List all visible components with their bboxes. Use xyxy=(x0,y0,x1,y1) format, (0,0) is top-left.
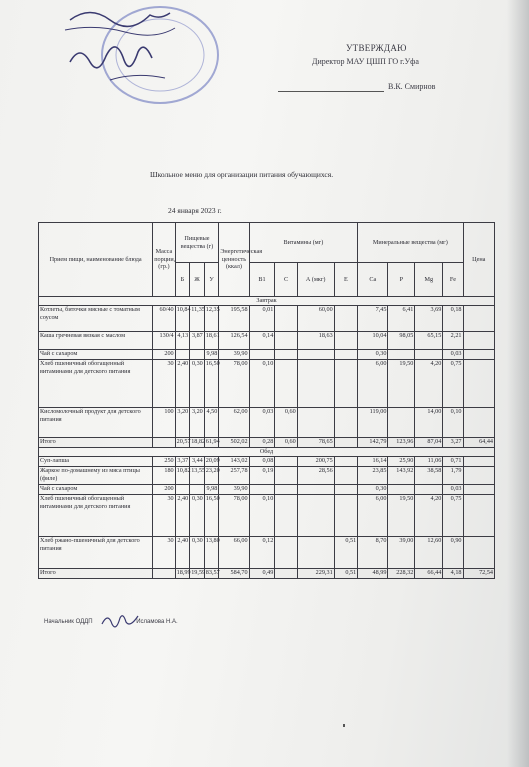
cell-fe: 0,03 xyxy=(443,350,463,360)
cell-mg xyxy=(415,485,443,495)
cell-ee: 0,51 xyxy=(334,569,358,579)
header-mg: Мg xyxy=(415,263,443,297)
cell-a xyxy=(297,537,334,569)
cell-price xyxy=(463,360,495,408)
cell-b1: 0,01 xyxy=(249,306,275,332)
menu-table xyxy=(38,222,495,579)
cell-j: 11,35 xyxy=(190,306,205,332)
header-minerals: Минеральные вещества (мг) xyxy=(358,223,463,263)
handwritten-signature xyxy=(100,610,140,630)
cell-u: 4,50 xyxy=(204,408,219,438)
cell-ee: 0,51 xyxy=(334,537,358,569)
header-p: Р xyxy=(388,263,415,297)
cell-b1: 0,28 xyxy=(249,438,275,448)
cell-u: 16,50 xyxy=(204,495,219,537)
cell-ca: 48,99 xyxy=(358,569,388,579)
total-row xyxy=(39,438,495,448)
table-row xyxy=(39,537,495,569)
cell-a: 28,56 xyxy=(297,467,334,485)
header-fe: Fe xyxy=(443,263,463,297)
cell-ee xyxy=(334,485,358,495)
cell-u: 23,20 xyxy=(204,467,219,485)
table-row xyxy=(39,350,495,360)
cell-a xyxy=(297,360,334,408)
table-row xyxy=(39,360,495,408)
cell-b: 2,40 xyxy=(175,537,190,569)
cell-ee xyxy=(334,457,358,467)
cell-fe: 1,79 xyxy=(443,467,463,485)
cell-price xyxy=(463,537,495,569)
cell-mg: 65,15 xyxy=(415,332,443,350)
cell-mass: 130/4 xyxy=(153,332,175,350)
cell-mg: 87,04 xyxy=(415,438,443,448)
cell-j: 3,44 xyxy=(190,457,205,467)
cell-fe: 2,21 xyxy=(443,332,463,350)
cell-c: 0,60 xyxy=(275,408,297,438)
cell-fe: 4,18 xyxy=(443,569,463,579)
header-energy: Энергетическая ценность (ккал) xyxy=(219,223,249,297)
cell-price xyxy=(463,495,495,537)
stamp-seal xyxy=(40,0,220,105)
table-row xyxy=(39,485,495,495)
cell-e: 62,00 xyxy=(219,408,249,438)
cell-ca: 16,14 xyxy=(358,457,388,467)
cell-j: 18,82 xyxy=(190,438,205,448)
cell-p xyxy=(388,408,415,438)
cell-b1: 0,14 xyxy=(249,332,275,350)
cell-mg: 38,58 xyxy=(415,467,443,485)
signature-position: Начальник ОДДП xyxy=(44,619,93,625)
table-row xyxy=(39,467,495,485)
cell-mg: 66,44 xyxy=(415,569,443,579)
cell-mass: 30 xyxy=(153,360,175,408)
cell-c: 0,60 xyxy=(275,438,297,448)
cell-b1: 0,12 xyxy=(249,537,275,569)
cell-b: 4,13 xyxy=(175,332,190,350)
section-row xyxy=(39,297,495,306)
cell-b1: 0,10 xyxy=(249,360,275,408)
cell-u: 13,80 xyxy=(204,537,219,569)
cell-a xyxy=(297,495,334,537)
cell-ca: 142,79 xyxy=(358,438,388,448)
cell-e: 39,90 xyxy=(219,485,249,495)
cell-mass: 100 xyxy=(153,408,175,438)
page-shadow xyxy=(507,0,529,767)
cell-j xyxy=(190,485,205,495)
total-row xyxy=(39,569,495,579)
cell-name: Хлеб пшеничный обогащенный витаминами для детского питания xyxy=(39,495,153,537)
cell-c xyxy=(275,485,297,495)
cell-ca: 7,45 xyxy=(358,306,388,332)
cell-a: 229,31 xyxy=(297,569,334,579)
approval-signature-line xyxy=(278,91,384,92)
cell-mass: 250 xyxy=(153,457,175,467)
cell-e: 584,70 xyxy=(219,569,249,579)
cell-b: 10,82 xyxy=(175,467,190,485)
cell-a xyxy=(297,408,334,438)
cell-b1: 0,03 xyxy=(249,408,275,438)
cell-b: 3,37 xyxy=(175,457,190,467)
cell-name: Чай с сахаром xyxy=(39,350,153,360)
cell-a xyxy=(297,485,334,495)
header-j: Ж xyxy=(190,263,205,297)
cell-price xyxy=(463,306,495,332)
cell-fe: 3,27 xyxy=(443,438,463,448)
header-e: Е xyxy=(334,263,358,297)
header-meal: Прием пищи, наименование блюда xyxy=(39,223,153,297)
cell-name: Хлеб пшеничный обогащенный витаминами для детского питания xyxy=(39,360,153,408)
cell-fe: 0,75 xyxy=(443,495,463,537)
cell-price xyxy=(463,485,495,495)
cell-u: 9,98 xyxy=(204,350,219,360)
cell-ca: 8,70 xyxy=(358,537,388,569)
section-label: Обед xyxy=(39,448,495,457)
cell-mg: 12,60 xyxy=(415,537,443,569)
section-row xyxy=(39,448,495,457)
cell-e: 78,00 xyxy=(219,360,249,408)
cell-name: Итого xyxy=(39,569,153,579)
cell-ee xyxy=(334,360,358,408)
cell-mass: 200 xyxy=(153,350,175,360)
cell-p: 19,50 xyxy=(388,360,415,408)
cell-name: Кисломолочный продукт для детского питания xyxy=(39,408,153,438)
table-row xyxy=(39,306,495,332)
cell-e: 143,02 xyxy=(219,457,249,467)
signature-name: Исламова Н.А. xyxy=(136,619,178,625)
cell-p: 39,00 xyxy=(388,537,415,569)
cell-name: Чай с сахаром xyxy=(39,485,153,495)
cell-p: 123,96 xyxy=(388,438,415,448)
cell-j: 3,87 xyxy=(190,332,205,350)
cell-fe: 0,75 xyxy=(443,360,463,408)
cell-price xyxy=(463,467,495,485)
cell-ee xyxy=(334,306,358,332)
cell-e: 66,00 xyxy=(219,537,249,569)
cell-mg: 3,69 xyxy=(415,306,443,332)
cell-mg: 11,06 xyxy=(415,457,443,467)
table-row xyxy=(39,457,495,467)
cell-fe: 0,18 xyxy=(443,306,463,332)
cell-p: 228,32 xyxy=(388,569,415,579)
cell-e: 502,02 xyxy=(219,438,249,448)
header-a: А (мкг) xyxy=(297,263,334,297)
cell-a: 200,75 xyxy=(297,457,334,467)
cell-c xyxy=(275,332,297,350)
cell-u: 20,09 xyxy=(204,457,219,467)
cell-c xyxy=(275,360,297,408)
cell-p: 98,05 xyxy=(388,332,415,350)
cell-b: 3,20 xyxy=(175,408,190,438)
cell-ee xyxy=(334,438,358,448)
cell-b xyxy=(175,350,190,360)
cell-name: Котлеты, биточки мясные с томатным соусом xyxy=(39,306,153,332)
approval-position: Директор МАУ ЦШП ГО г.Уфа xyxy=(312,57,419,66)
cell-ca: 10,04 xyxy=(358,332,388,350)
cell-j: 13,55 xyxy=(190,467,205,485)
table-row xyxy=(39,495,495,537)
cell-p xyxy=(388,485,415,495)
cell-j: 0,30 xyxy=(190,495,205,537)
cell-ca: 0,30 xyxy=(358,485,388,495)
cell-b: 10,84 xyxy=(175,306,190,332)
header-price: Цена xyxy=(463,223,495,297)
cell-c xyxy=(275,457,297,467)
cell-mass xyxy=(153,438,175,448)
cell-price xyxy=(463,332,495,350)
header-nutrients: Пищевые вещества (г) xyxy=(175,223,219,263)
cell-name: Хлеб ржано-пшеничный для детского питания xyxy=(39,537,153,569)
cell-price xyxy=(463,350,495,360)
cell-j: 19,59 xyxy=(190,569,205,579)
header-c: С xyxy=(275,263,297,297)
cell-ee xyxy=(334,332,358,350)
cell-mg xyxy=(415,350,443,360)
header-vitamins: Витамины (мг) xyxy=(249,223,358,263)
cell-mg: 14,00 xyxy=(415,408,443,438)
cell-e: 257,78 xyxy=(219,467,249,485)
cell-p xyxy=(388,350,415,360)
cell-p: 19,50 xyxy=(388,495,415,537)
cell-ca: 119,00 xyxy=(358,408,388,438)
cell-a: 78,65 xyxy=(297,438,334,448)
document-date: 24 января 2023 г. xyxy=(168,206,222,215)
approval-name: В.К. Смирнов xyxy=(388,82,436,91)
cell-b: 2,40 xyxy=(175,360,190,408)
cell-u: 83,57 xyxy=(204,569,219,579)
cell-u: 16,50 xyxy=(204,360,219,408)
cell-price: 72,54 xyxy=(463,569,495,579)
header-b1: В1 xyxy=(249,263,275,297)
cell-e: 78,00 xyxy=(219,495,249,537)
cell-mass: 180 xyxy=(153,467,175,485)
cell-e: 39,90 xyxy=(219,350,249,360)
cell-ca: 23,85 xyxy=(358,467,388,485)
cell-u: 61,94 xyxy=(204,438,219,448)
cell-ee xyxy=(334,495,358,537)
cell-a xyxy=(297,350,334,360)
cell-mass: 60/40 xyxy=(153,306,175,332)
cell-b1 xyxy=(249,350,275,360)
cell-u: 12,35 xyxy=(204,306,219,332)
cell-name: Суп-лапша xyxy=(39,457,153,467)
table-row xyxy=(39,332,495,350)
cell-price xyxy=(463,408,495,438)
cell-e: 195,58 xyxy=(219,306,249,332)
cell-p: 6,41 xyxy=(388,306,415,332)
cell-fe: 0,71 xyxy=(443,457,463,467)
cell-name: Каша гречневая вязкая с маслом xyxy=(39,332,153,350)
cell-u: 9,98 xyxy=(204,485,219,495)
cell-a: 60,00 xyxy=(297,306,334,332)
cell-p: 25,90 xyxy=(388,457,415,467)
cell-ca: 0,30 xyxy=(358,350,388,360)
cell-b1: 0,08 xyxy=(249,457,275,467)
cell-price xyxy=(463,457,495,467)
cell-c xyxy=(275,350,297,360)
section-label: Завтрак xyxy=(39,297,495,306)
header-u: У xyxy=(204,263,219,297)
cell-b1: 0,19 xyxy=(249,467,275,485)
cell-p: 143,92 xyxy=(388,467,415,485)
cell-a: 18,63 xyxy=(297,332,334,350)
cell-c xyxy=(275,569,297,579)
cell-b1: 0,49 xyxy=(249,569,275,579)
cell-ca: 6,00 xyxy=(358,495,388,537)
cell-ee xyxy=(334,467,358,485)
cell-ca: 6,00 xyxy=(358,360,388,408)
cell-j xyxy=(190,350,205,360)
cell-j: 0,30 xyxy=(190,537,205,569)
cell-e: 126,54 xyxy=(219,332,249,350)
cell-mass: 30 xyxy=(153,537,175,569)
cell-j: 0,30 xyxy=(190,360,205,408)
cell-mass: 200 xyxy=(153,485,175,495)
cell-fe: 0,90 xyxy=(443,537,463,569)
cell-ee xyxy=(334,350,358,360)
cell-mass xyxy=(153,569,175,579)
cell-name: Жаркое по-домашнему из мяса птицы (филе) xyxy=(39,467,153,485)
cell-b: 18,99 xyxy=(175,569,190,579)
header-mass: Масса порции, (гр.) xyxy=(153,223,175,297)
cell-b1: 0,10 xyxy=(249,495,275,537)
header-b: Б xyxy=(175,263,190,297)
cell-b: 2,40 xyxy=(175,495,190,537)
cell-c xyxy=(275,537,297,569)
approval-title: УТВЕРЖДАЮ xyxy=(346,43,407,53)
cell-c xyxy=(275,495,297,537)
cell-fe: 0,03 xyxy=(443,485,463,495)
cell-name: Итого xyxy=(39,438,153,448)
table-row xyxy=(39,408,495,438)
cell-mass: 30 xyxy=(153,495,175,537)
cell-fe: 0,10 xyxy=(443,408,463,438)
cell-c xyxy=(275,467,297,485)
document-title: Школьное меню для организации питания обучающихся. xyxy=(150,170,334,179)
cell-ee xyxy=(334,408,358,438)
page-mark xyxy=(343,724,345,727)
cell-b1 xyxy=(249,485,275,495)
header-ca: Са xyxy=(358,263,388,297)
cell-b xyxy=(175,485,190,495)
cell-u: 18,61 xyxy=(204,332,219,350)
cell-mg: 4,20 xyxy=(415,360,443,408)
cell-c xyxy=(275,306,297,332)
cell-j: 3,20 xyxy=(190,408,205,438)
cell-price: 64,44 xyxy=(463,438,495,448)
cell-mg: 4,20 xyxy=(415,495,443,537)
cell-b: 20,57 xyxy=(175,438,190,448)
